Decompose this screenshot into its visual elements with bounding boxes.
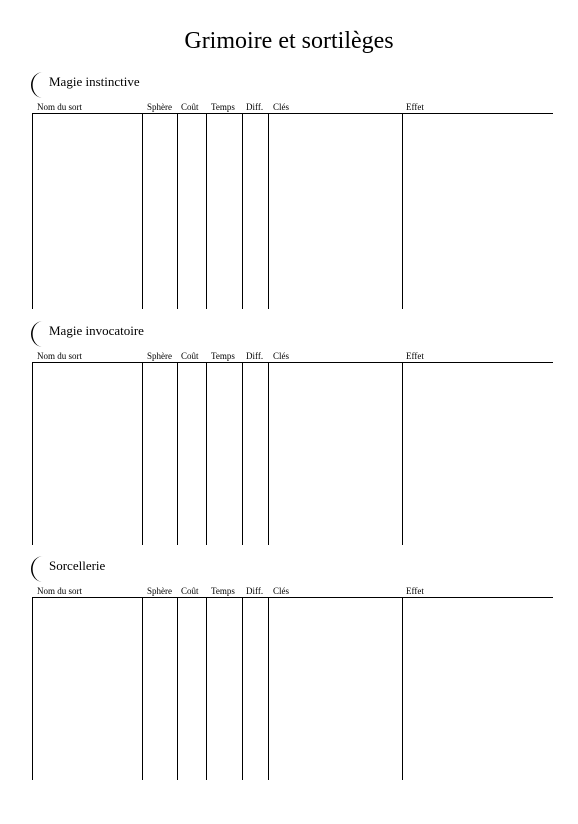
column-divider [402, 113, 403, 309]
column-divider [206, 113, 207, 309]
column-divider [32, 113, 33, 309]
section-title: Sorcellerie [49, 558, 106, 573]
column-header-cost: Coût [181, 586, 199, 596]
column-header-sphere: Sphère [147, 102, 172, 112]
column-divider [206, 362, 207, 545]
header-rule [32, 362, 553, 363]
column-header-effect: Effet [406, 102, 424, 112]
column-header-cost: Coût [181, 351, 199, 361]
column-divider [206, 597, 207, 780]
spell-section-instinctive [0, 71, 578, 311]
column-divider [177, 113, 178, 309]
column-header-difficulty: Diff. [246, 102, 264, 112]
page-title: Grimoire et sortilèges [184, 28, 394, 54]
column-header-name: Nom du sort [37, 102, 82, 112]
column-divider [32, 362, 33, 545]
column-divider [142, 597, 143, 780]
column-header-keys: Clés [273, 351, 290, 361]
column-divider [268, 362, 269, 545]
column-divider [268, 113, 269, 309]
column-divider [177, 597, 178, 780]
column-divider [142, 113, 143, 309]
column-divider [402, 362, 403, 545]
column-header-difficulty: Diff. [246, 351, 264, 361]
column-divider [242, 362, 243, 545]
column-divider [268, 597, 269, 780]
column-header-sphere: Sphère [147, 586, 172, 596]
column-header-name: Nom du sort [37, 351, 82, 361]
column-divider [242, 113, 243, 309]
crescent-moon-icon [28, 320, 48, 348]
column-header-keys: Clés [273, 102, 290, 112]
column-header-time: Temps [211, 102, 235, 112]
column-divider [242, 597, 243, 780]
column-divider [402, 597, 403, 780]
column-header-effect: Effet [406, 586, 424, 596]
column-header-keys: Clés [273, 586, 290, 596]
column-header-sphere: Sphère [147, 351, 172, 361]
crescent-moon-icon [28, 71, 48, 99]
column-header-time: Temps [211, 351, 235, 361]
column-header-name: Nom du sort [37, 586, 82, 596]
header-rule [32, 113, 553, 114]
column-divider [177, 362, 178, 545]
spell-section-invocatory [0, 320, 578, 548]
header-rule [32, 597, 553, 598]
section-title: Magie instinctive [49, 74, 140, 89]
column-header-difficulty: Diff. [246, 586, 264, 596]
column-header-cost: Coût [181, 102, 199, 112]
column-header-effect: Effet [406, 351, 424, 361]
spell-section-sorcery [0, 555, 578, 783]
column-divider [32, 597, 33, 780]
column-header-time: Temps [211, 586, 235, 596]
section-title: Magie invocatoire [49, 323, 144, 338]
crescent-moon-icon [28, 555, 48, 583]
column-divider [142, 362, 143, 545]
